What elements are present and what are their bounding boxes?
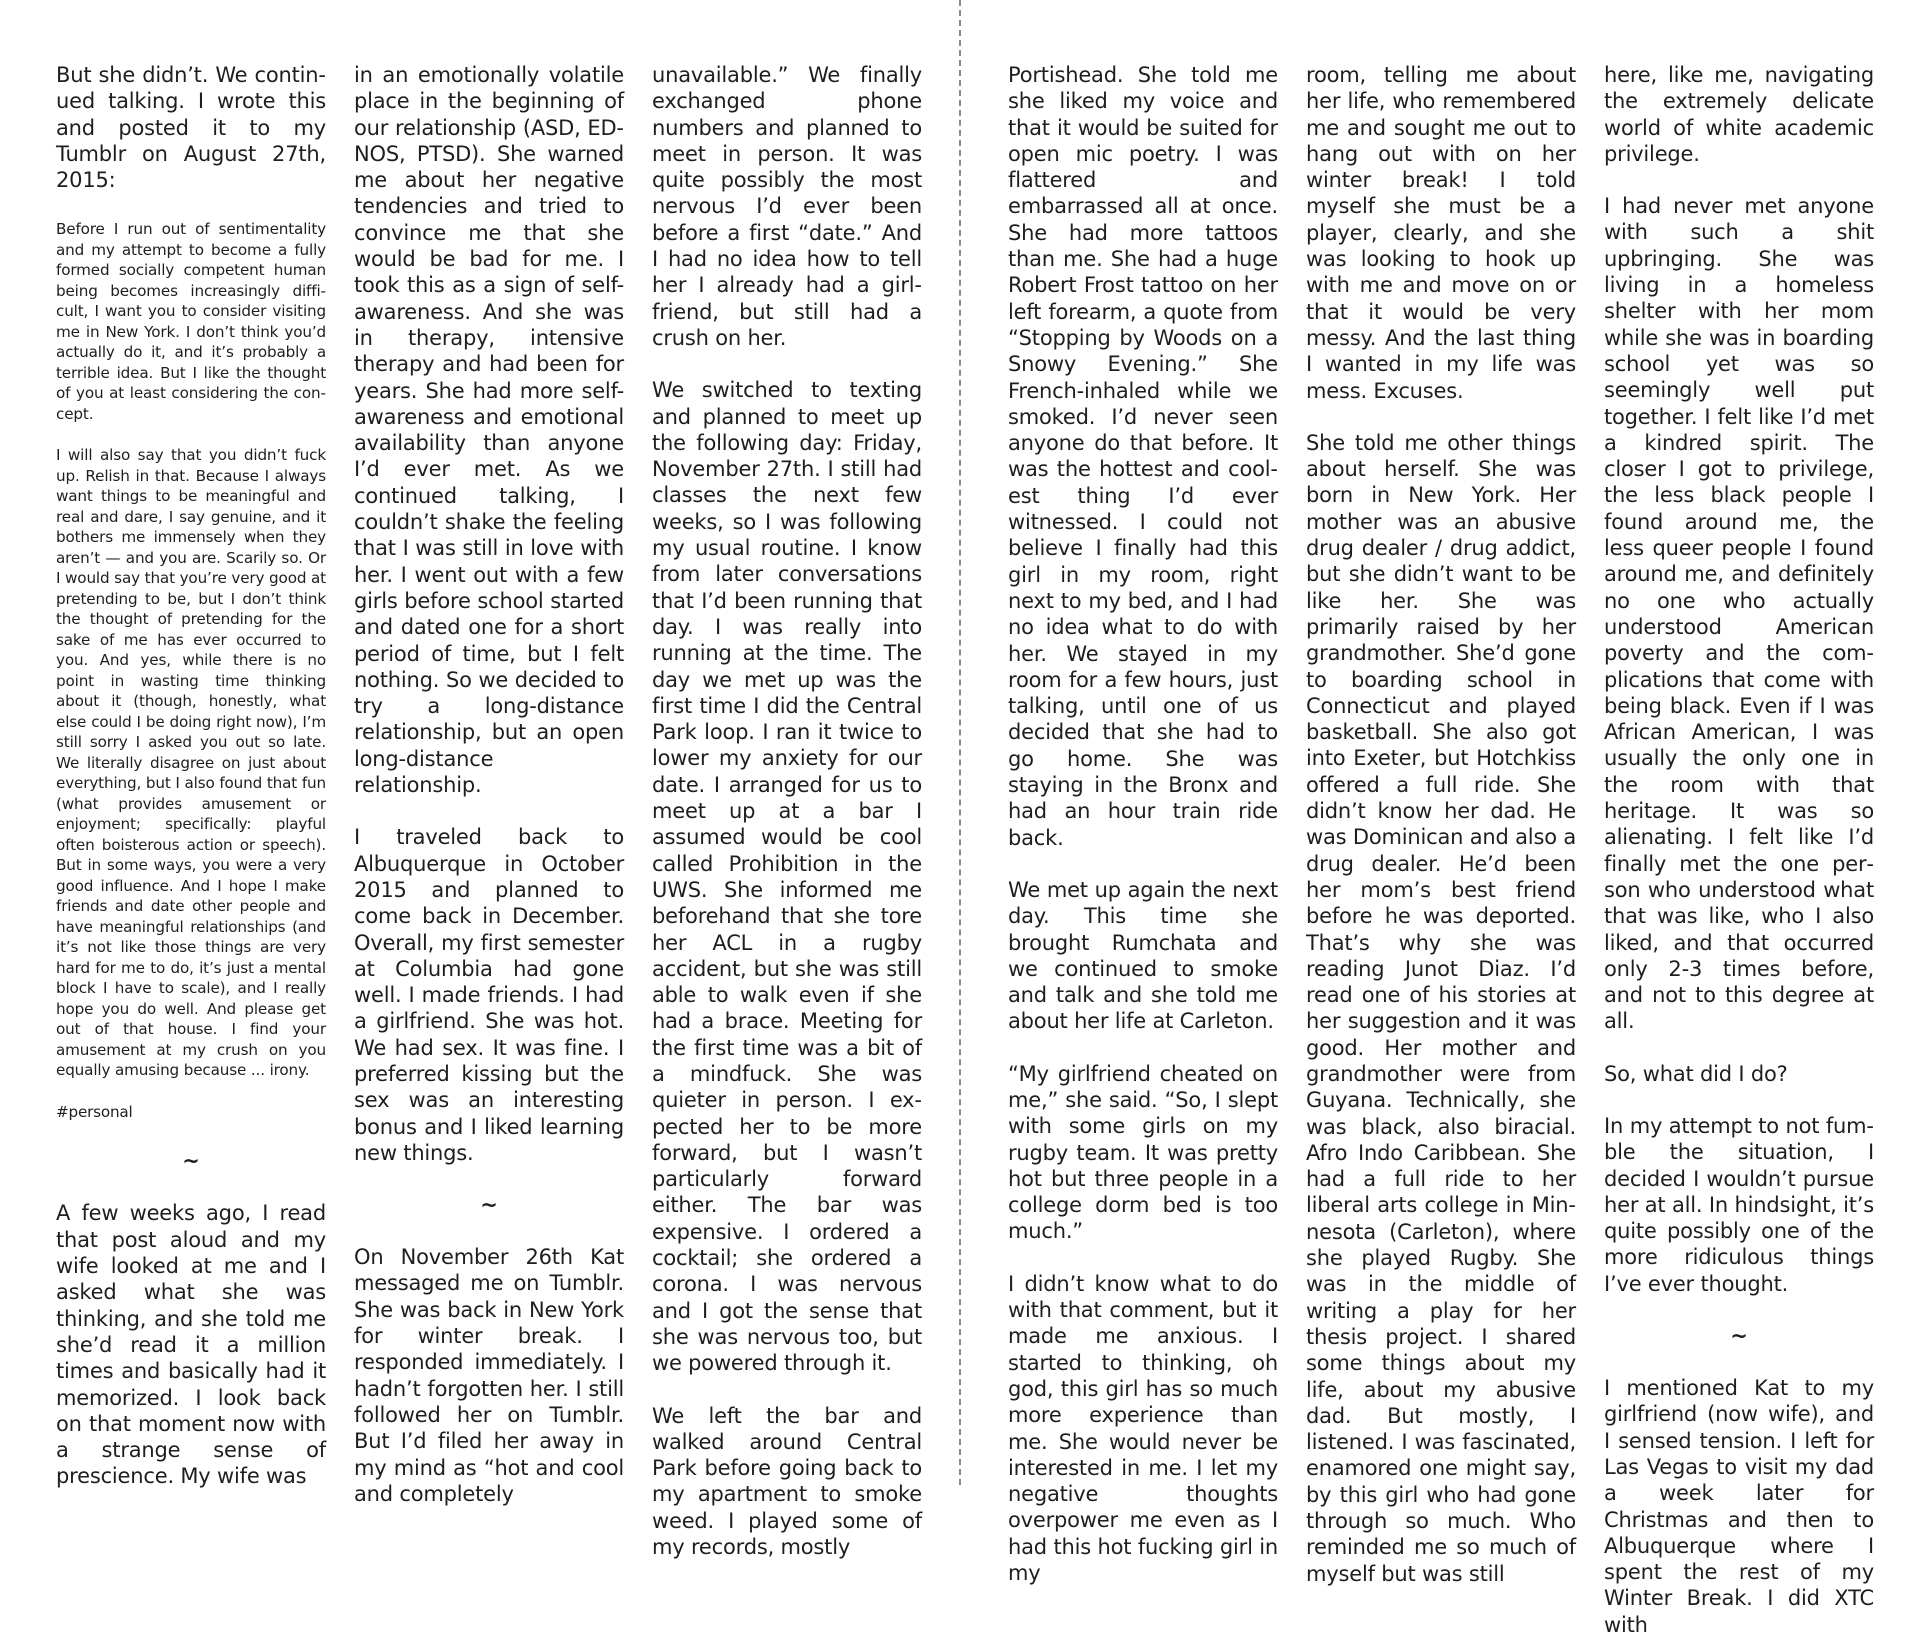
quoted-tumblr-paragraph: I will also say that you didn’t fuck up. Relish in that. Because I always want things to be meaningful and real and dare, I say genuine, and it bothers me immensely when they aren’t — and you are. Scarily so. Or I would say that you’re very good at pretending to be, but I don’t think the thought of pretending for the sake of me has ever occurred to you. And yes, while there is no point in wasting time thinking about it (though, honestly, what else could I be doing right now), I’m still sorry I asked you out so late. We literally disagree on just about everything, but I also found that fun (what provides amusement or enjoyment; specifically: playful often boisterous action or speech). But in some ways, you were a very good influence. And I hope I make friends and date other people and have meaningful relationships (and it’s not like those things are very hard for me to do, it’s just a mental block I have to scale), and I really hope you do well. And please get out of that house. I find your amusement at my crush on you equally amusing because ... irony. bbox=[56, 446, 326, 1080]
right-page-column-2 bbox=[1306, 62, 1576, 1586]
body-paragraph: unavailable.” We finally exchanged phone numbers and planned to meet in person. It was quite possibly the most nervous I’d ever been before a first “date.” And I had no idea how to tell her I already had a girlfriend, but still had a crush on her. bbox=[652, 63, 922, 350]
right-page-column-3 bbox=[1604, 62, 1874, 1637]
left-page-column-3 bbox=[652, 62, 922, 1560]
body-paragraph: here, like me, navigating the extremely delicate world of white academic privilege. bbox=[1604, 63, 1874, 166]
hashtag-line: #personal bbox=[56, 1102, 133, 1121]
section-break: ~ bbox=[182, 1149, 200, 1174]
body-paragraph: “My girlfriend cheated on me,” she said. “So, I slept with some girls on my rugby team. It was pretty hot but three people in a college dorm bed is too much.” bbox=[1008, 1061, 1278, 1244]
body-paragraph: I had never met anyone with such a shit upbringing. She was living in a homeless shelter with her mom while she was in boarding school yet was so seemingly well put together. I felt like I’d met a kindred spirit. The closer I got to privilege, the less black people I found around me, the less queer people I found around me, and definitely no one who actually understood American poverty and the complications that come with being black. Even if I was African American, I was usually the only one in the room with that heritage. It was so alienating. I felt like I’d finally met the one person who understood what that was like, who I also liked, and that occurred only 2-3 times before, and not to this degree at all. bbox=[1604, 194, 1874, 1034]
body-paragraph: On November 26th Kat messaged me on Tumblr. She was back in New York for winter break. I responded immediately. I hadn’t forgotten her. I still followed her on Tumblr. But I’d filed her away in my mind as “hot and cool and completely bbox=[354, 1245, 624, 1506]
body-paragraph: room, telling me about her life, who remembered me and sought me out to hang out with on her winter break! I told myself she must be a player, clearly, and she was looking to hook up with me and move on or that it would be very messy. And the last thing I wanted in my life was mess. Excuses. bbox=[1306, 63, 1576, 403]
body-paragraph: I didn’t know what to do with that comment, but it made me anxious. I started to thinking, oh god, this girl has so much more experience than me. She would never be interested in me. I let my negative thoughts overpower me even as I had this hot fucking girl in my bbox=[1008, 1271, 1278, 1586]
left-page-column-2 bbox=[354, 62, 624, 1506]
body-paragraph: in an emotionally volatile place in the beginning of our relationship (ASD, EDNOS, PTSD). She warned me about her negative tendencies and tried to convince me that she would be bad for me. I took this as a sign of self-awareness. And she was in therapy, intensive therapy and had been for years. She had more self-awareness and emotional availability than anyone I’d ever met. As we continued talking, I couldn’t shake the feeling that I was still in love with her. I went out with a few girls before school started and dated one for a short period of time, but I felt nothing. So we decided to try a long-distance relationship, but an open long-distance relationship. bbox=[354, 63, 624, 798]
body-paragraph: She told me other things about herself. She was born in New York. Her mother was an abusive drug dealer / drug addict, but she didn’t want to be like her. She was primarily raised by her grandmother. She’d gone to boarding school in Connecticut and played basketball. She also got into Exeter, but Hotchkiss offered a full ride. She didn’t know her dad. He was Dominican and also a drug dealer. He’d been her mom’s best friend before he was deported. That’s why she was reading Junot Diaz. I’d read one of his stories at her suggestion and it was good. Her mother and grandmother were from Guyana. Technically, she was black, also biracial. Afro Indo Caribbean. She had a full ride to her liberal arts college in Minnesota (Carleton), where she played Rugby. She was in the middle of writing a play for her thesis project. I shared some things about my life, about my abusive dad. But mostly, I listened. I was fascinated, enamored one might say, by this girl who had gone through so much. Who reminded me so much of myself but was still bbox=[1306, 430, 1576, 1586]
body-paragraph: We left the bar and walked around Central Park before going back to my apartment to smoke weed. I played some of my records, mostly bbox=[652, 1403, 922, 1560]
section-break: ~ bbox=[1730, 1324, 1748, 1349]
body-paragraph: So, what did I do? bbox=[1604, 1061, 1788, 1086]
body-paragraph: A few weeks ago, I read that post aloud and my wife looked at me and I asked what she was thinking, and she told me she’d read it a million times and basically had it memorized. I look back on that moment now with a strange sense of prescience. My wife was bbox=[56, 1201, 326, 1489]
body-paragraph: I traveled back to Albuquerque in October 2015 and planned to come back in December. Overall, my first semester at Columbia had gone well. I made friends. I had a girlfriend. She was hot. We had sex. It was fine. I preferred kissing but the sex was an interesting bonus and I liked learning new things. bbox=[354, 825, 624, 1165]
body-paragraph: In my attempt to not fumble the situation, I decided I wouldn’t pursue her at all. In hindsight, it’s quite possibly one of the more ridiculous things I’ve ever thought. bbox=[1604, 1113, 1874, 1296]
left-page-column-1 bbox=[56, 62, 326, 1489]
quoted-tumblr-paragraph: Before I run out of sentimentality and my attempt to become a fully formed socially competent human being becomes increasingly difficult, I want you to consider visiting me in New York. I don’t think you’d actually do it, and it’s probably a terrible idea. But I like the thought of you at least considering the concept. bbox=[56, 220, 326, 423]
section-break: ~ bbox=[480, 1193, 498, 1218]
body-paragraph: I mentioned Kat to my girlfriend (now wife), and I sensed tension. I left for Las Vegas to visit my dad a week later for Christmas and then to Albuquerque where I spent the rest of my Winter Break. I did XTC with bbox=[1604, 1376, 1874, 1637]
body-paragraph: We switched to texting and planned to meet up the following day: Friday, November 27th. I still had classes the next few weeks, so I was following my usual routine. I know from later conversations that I’d been running that day. I was really into running at the time. The day we met up was the first time I did the Central Park loop. I ran it twice to lower my anxiety for our date. I arranged for us to meet up at a bar I assumed would be cool called Prohibition in the UWS. She informed me beforehand that she tore her ACL in a rugby accident, but she was still able to walk even if she had a brace. Meeting for the first time was a bit of a mindfuck. She was quieter in person. I expected her to be more forward, but I wasn’t particularly forward either. The bar was expensive. I ordered a cocktail; she ordered a corona. I was nervous and I got the sense that she was nervous too, but we powered through it. bbox=[652, 378, 922, 1376]
right-page-column-1 bbox=[1008, 62, 1278, 1586]
body-paragraph: Portishead. She told me she liked my voice and that it would be suited for open mic poetry. I was flattered and embarrassed all at once. She had more tattoos than me. She had a huge Robert Frost tattoo on her left forearm, a quote from “Stopping by Woods on a Snowy Evening.” She French-inhaled while we smoked. I’d never seen anyone do that before. It was the hottest and coolest thing I’d ever witnessed. I could not believe I finally had this girl in my room, right next to my bed, and I had no idea what to do with her. We stayed in my room for a few hours, just talking, until one of us decided that she had to go home. She was staying in the Bronx and had an hour train ride back. bbox=[1008, 63, 1278, 850]
body-paragraph: We met up again the next day. This time she brought Rumchata and we continued to smoke and talk and she told me about her life at Carleton. bbox=[1008, 877, 1278, 1034]
page-fold-divider bbox=[959, 0, 961, 1485]
body-paragraph: But she didn’t. We continued talking. I wrote this and posted it to my Tumblr on August 27th, 2015: bbox=[56, 63, 326, 193]
